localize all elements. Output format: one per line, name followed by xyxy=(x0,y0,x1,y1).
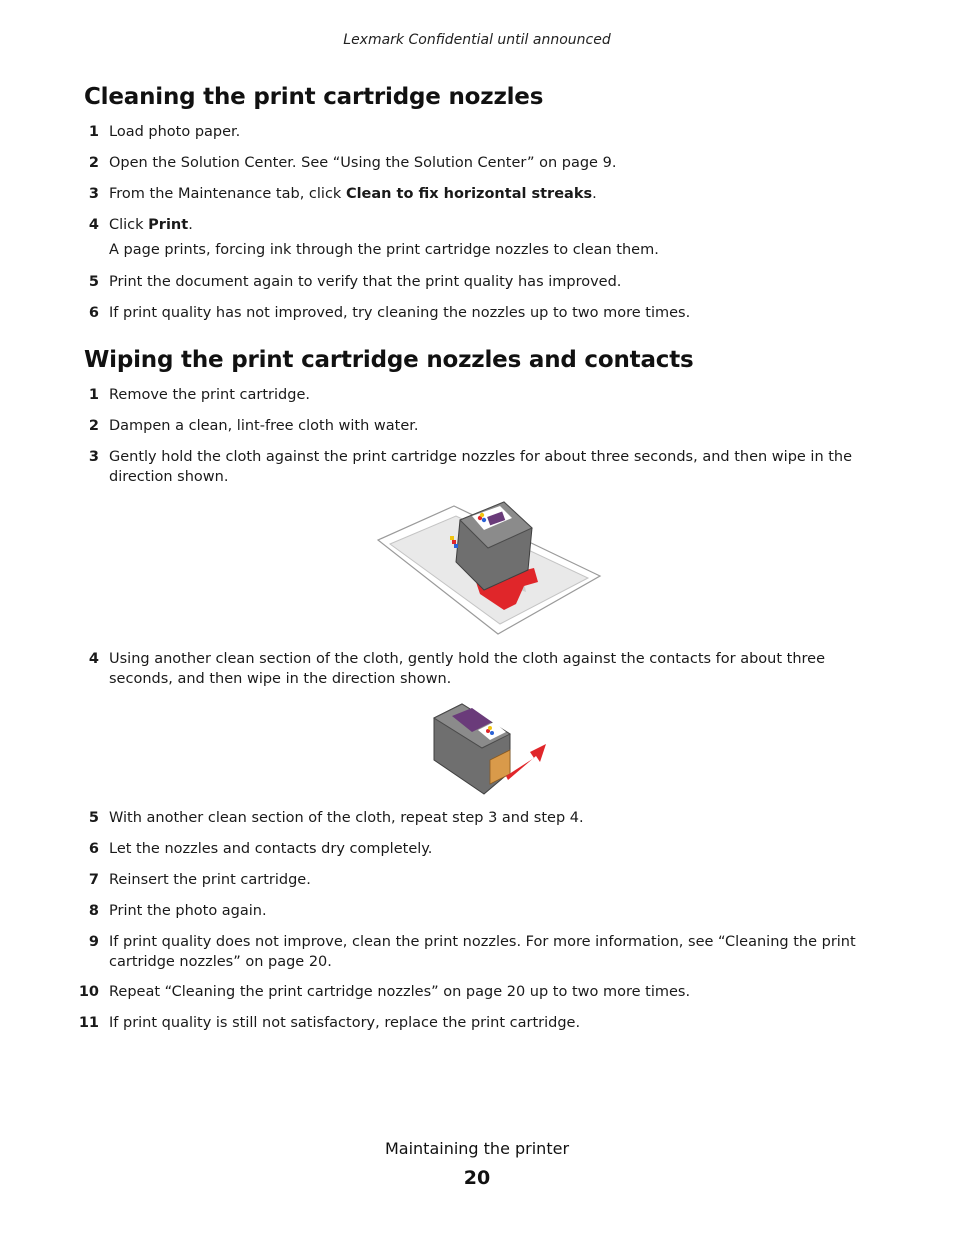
step-text: Print the photo again. xyxy=(109,903,267,919)
footer-section-name: Maintaining the printer xyxy=(384,1139,570,1158)
confidential-header: Lexmark Confidential until announced xyxy=(343,32,611,48)
step-text: Open the Solution Center. See “Using the Solution Center” on page 9. xyxy=(109,155,617,171)
step-number: 2 xyxy=(88,155,99,171)
color-dot-icon xyxy=(482,518,486,522)
ink-mark xyxy=(454,544,458,548)
step-text: Gently hold the cloth against the print cartridge nozzles for about three seconds, and then wipe in the direction shown. xyxy=(109,449,853,485)
step-number: 6 xyxy=(88,841,99,857)
step-text: Using another clean section of the cloth, gently hold the cloth against the contacts for about three seconds, and then wipe in the direction shown. xyxy=(109,651,826,687)
step-text: If print quality does not improve, clean the print nozzles. For more information, see “Cleaning the print cartridge nozzles” on page 20. xyxy=(109,934,856,970)
step-text-pre: Click xyxy=(109,217,149,233)
direction-arrow-icon xyxy=(506,744,546,780)
step-number: 1 xyxy=(88,387,99,403)
step-text: Load photo paper. xyxy=(109,124,241,140)
nozzle-wipe-illustration xyxy=(376,498,604,638)
step-text: With another clean section of the cloth, repeat step 3 and step 4. xyxy=(109,810,584,826)
step-number: 8 xyxy=(88,903,99,919)
step-number: 2 xyxy=(88,418,99,434)
step-text: Remove the print cartridge. xyxy=(109,387,310,403)
ink-mark xyxy=(452,540,456,544)
step-number: 4 xyxy=(88,651,99,667)
step-text xyxy=(109,216,879,236)
ui-option-clean-streaks: Clean to fix horizontal streaks xyxy=(345,186,593,202)
step-text-post: . xyxy=(592,186,597,202)
step-number: 11 xyxy=(78,1015,99,1031)
step-number: 5 xyxy=(88,274,99,290)
step-text xyxy=(109,185,879,205)
page-number: 20 xyxy=(463,1167,491,1189)
step-number: 1 xyxy=(88,124,99,140)
color-dot-icon xyxy=(480,513,484,517)
step-number: 9 xyxy=(88,934,99,950)
step-text: Print the document again to verify that the print quality has improved. xyxy=(109,274,622,290)
step-number: 6 xyxy=(88,305,99,321)
section-title-cleaning: Cleaning the print cartridge nozzles xyxy=(84,84,544,110)
step-number: 10 xyxy=(78,984,99,1000)
step-text-post: . xyxy=(188,217,193,233)
step-text: If print quality is still not satisfactory, replace the print cartridge. xyxy=(109,1015,581,1031)
step-number: 5 xyxy=(88,810,99,826)
color-dot-icon xyxy=(490,731,494,735)
step-text: Repeat “Cleaning the print cartridge nozzles” on page 20 up to two more times. xyxy=(109,984,691,1000)
step-text: If print quality has not improved, try cleaning the nozzles up to two more times. xyxy=(109,305,691,321)
color-dot-icon xyxy=(488,726,492,730)
ui-option-print: Print xyxy=(148,217,189,233)
ink-mark xyxy=(450,536,454,540)
step-text: Dampen a clean, lint-free cloth with water. xyxy=(109,418,419,434)
step-text-pre: From the Maintenance tab, click xyxy=(109,186,346,202)
step-number: 7 xyxy=(88,872,99,888)
step-note: A page prints, forcing ink through the print cartridge nozzles to clean them. xyxy=(109,242,659,258)
step-text: Let the nozzles and contacts dry completely. xyxy=(109,841,433,857)
step-number: 3 xyxy=(88,449,99,465)
step-number: 4 xyxy=(88,217,99,233)
step-text: Reinsert the print cartridge. xyxy=(109,872,311,888)
step-number: 3 xyxy=(88,186,99,202)
section-title-wiping: Wiping the print cartridge nozzles and contacts xyxy=(84,347,694,373)
contact-wipe-illustration xyxy=(428,700,550,800)
